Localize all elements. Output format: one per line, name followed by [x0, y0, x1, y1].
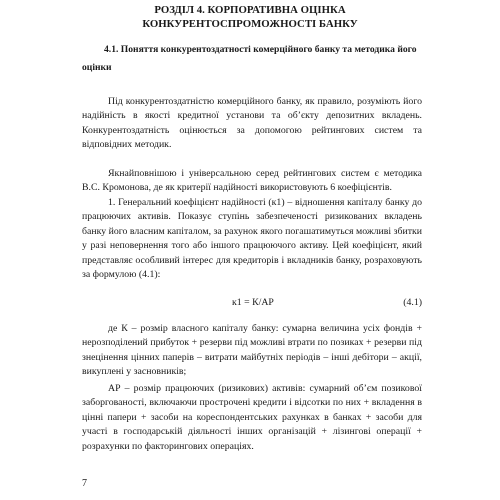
formula-expression: к1 = К/АР	[232, 297, 274, 308]
section-title-text: 4.1. Поняття конкурентоздатності комерційного банку та методика його	[104, 44, 417, 55]
section-title-line1	[82, 43, 422, 57]
paragraph-3: 1. Генеральний коефіцієнт надійності (к1) – відношення капіталу банку до працюючих активів. Показує ступінь забезпеченості ризикованих вкладень банку його власним капіталом, за рахунок якого погашатимуться можливі збитки у разі неповернення того або іншого працюючого активу. Цей коефіцієнт, який представляє особливий інтерес для кредиторів і вкладників банку, розраховують за формулою (4.1):	[82, 197, 422, 281]
paragraph-2: Якнайповнішою і універсальною серед рейтингових систем є методика В.С. Кромонова, де як критерії надійності використовують 6 коефіцієнтів.	[82, 168, 422, 194]
formula-number: (4.1)	[403, 297, 422, 308]
section-title-line2: оцінки	[82, 62, 112, 73]
paragraph-1: Під конкурентоздатністю комерційного банку, як правило, розуміють його надійність в якості кредитної установи та об’єкту депозитних вкладень. Конкурентоздатність оцінюється за допомогою рейтингових систем та відповідних методик.	[82, 96, 422, 151]
paragraph-4: де К – розмір власного капіталу банку: сумарна величина усіх фондів + нерозподілений прибуток + резерви під можливі втрати по позиках + резерви під знецінення цінних паперів – витрати майбутніх періодів – інші дебітори – акції, викуплені у засновників;	[82, 323, 422, 378]
paragraph-5: АР – розмір працюючих (ризикових) активів: сумарний об’єм позикової заборгованості, включаючи прострочені кредити і відсотки по них + вкладення в цінні папери + засоби на кореспондентських рахунках в банках + засоби для участі в господарській діяльності інших організацій + лізингові операції + розрахунки по факторингових операціях.	[82, 383, 422, 452]
page-number: 7	[82, 478, 87, 489]
chapter-title-line1: РОЗДІЛ 4. КОРПОРАТИВНА ОЦІНКА	[154, 4, 346, 16]
chapter-title-line2: КОНКУРЕНТОСПРОМОЖНОСТІ БАНКУ	[142, 18, 358, 30]
